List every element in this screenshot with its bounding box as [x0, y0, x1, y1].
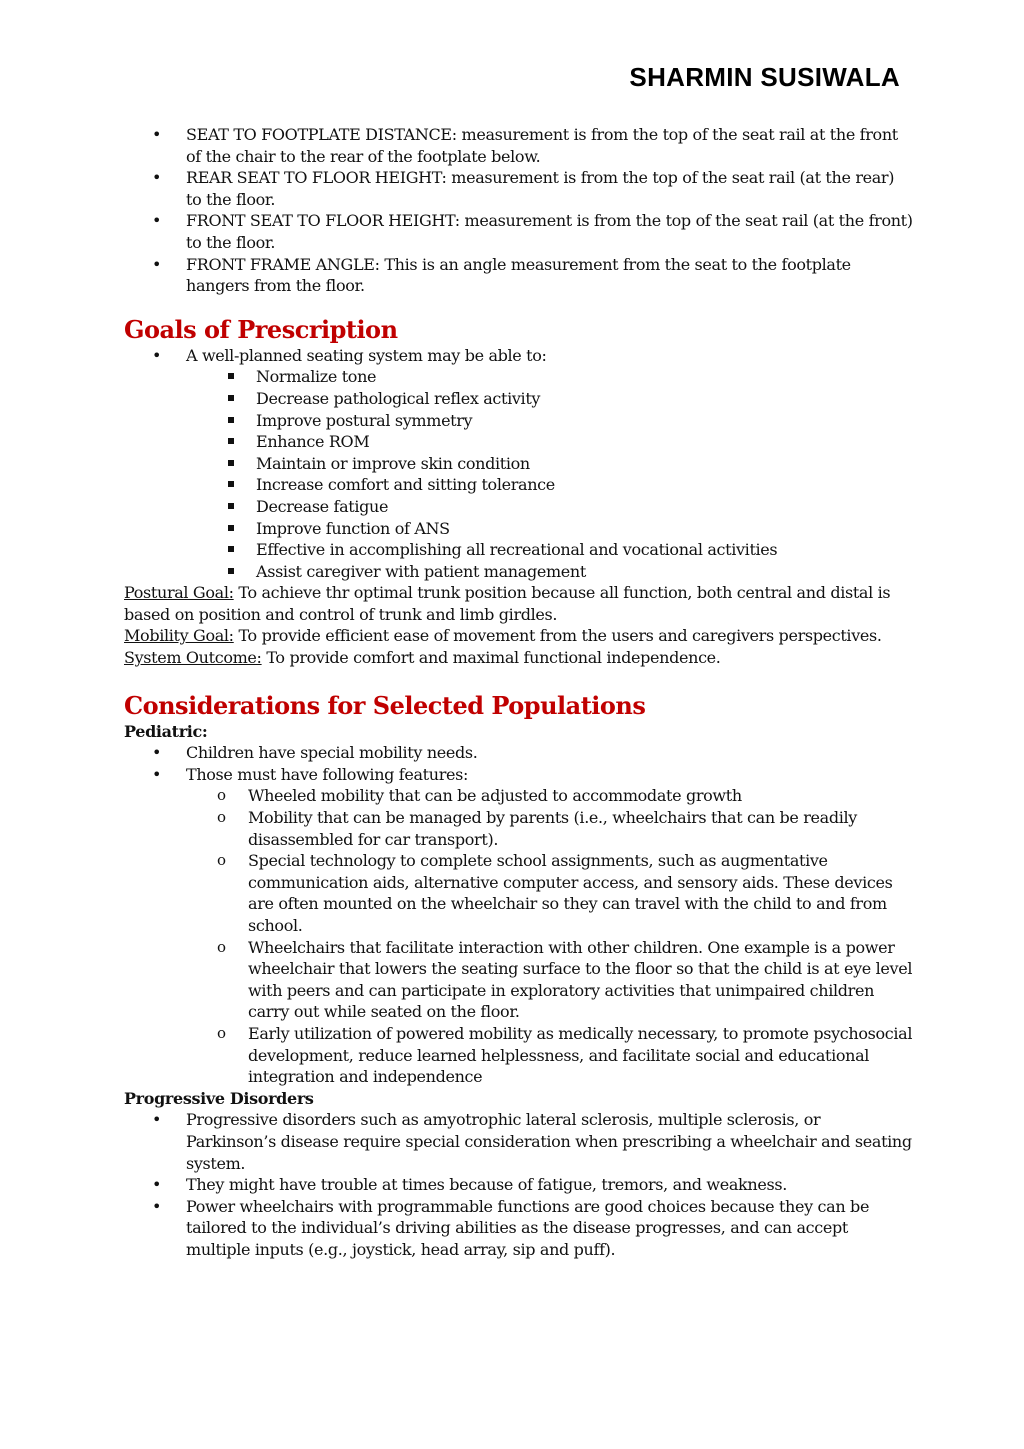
postural-goal: [124, 582, 914, 625]
list-item: • Power wheelchairs with programmable functions are good choices because they can be tailored to the individual’s driving abilities as the disease progresses, and can accept multiple inputs (e.g., joystick, head array, sip and puff).: [124, 1196, 914, 1261]
list-item: Increase comfort and sitting tolerance: [124, 474, 914, 496]
list-item: Maintain or improve skin condition: [124, 453, 914, 475]
list-item: • REAR SEAT TO FLOOR HEIGHT: measurement is from the top of the seat rail (at the rear) to the floor.: [124, 167, 914, 210]
system-outcome: [124, 647, 914, 669]
list-item: • FRONT FRAME ANGLE: This is an angle measurement from the seat to the footplate hangers from the floor.: [124, 254, 914, 297]
list-item: • SEAT TO FOOTPLATE DISTANCE: measurement is from the top of the seat rail at the front of the chair to the rear of the footplate below.: [124, 124, 914, 167]
goals-heading: Goals of Prescription: [124, 314, 398, 344]
list-item: • They might have trouble at times because of fatigue, tremors, and weakness.: [124, 1174, 914, 1196]
list-item: o Wheeled mobility that can be adjusted to accommodate growth: [124, 785, 914, 807]
list-item: Enhance ROM: [124, 431, 914, 453]
mobility-goal: [124, 625, 914, 647]
system-outcome-label: System Outcome:: [124, 648, 262, 668]
list-item: o Wheelchairs that facilitate interaction with other children. One example is a power wheelchair that lowers the seating surface to the floor so that the child is at eye level with peers and can participate in exploratory activities that unimpaired children carry out while seated on the floor.: [124, 937, 914, 1023]
author-header: SHARMIN SUSIWALA: [629, 62, 900, 92]
list-item: • A well-planned seating system may be able to:: [124, 345, 914, 367]
list-item: o Mobility that can be managed by parents (i.e., wheelchairs that can be readily disassembled for car transport).: [124, 807, 914, 850]
system-outcome-text: To provide comfort and maximal functional independence.: [261, 648, 721, 668]
pediatric-list: [124, 742, 914, 785]
list-item: Improve postural symmetry: [124, 410, 914, 432]
mobility-goal-label: Mobility Goal:: [124, 626, 234, 646]
postural-goal-label: Postural Goal:: [124, 583, 234, 603]
goals-intro-list: [124, 345, 914, 367]
postural-goal-text: To achieve thr optimal trunk position because all function, both central and distal is based on position and control of trunk and limb girdles.: [124, 583, 891, 624]
list-item: Improve function of ANS: [124, 518, 914, 540]
progressive-list: [124, 1109, 914, 1260]
list-item: • Those must have following features:: [124, 764, 914, 786]
list-item: o Early utilization of powered mobility as medically necessary, to promote psychosocial development, reduce learned helplessness, and facilitate social and educational integration and independence: [124, 1023, 914, 1088]
list-item: Assist caregiver with patient management: [124, 561, 914, 583]
list-item: Decrease fatigue: [124, 496, 914, 518]
pediatric-subheading: Pediatric:: [124, 721, 208, 741]
pediatric-feature-list: [124, 785, 914, 1087]
list-item: • Progressive disorders such as amyotrophic lateral sclerosis, multiple sclerosis, or Parkinson’s disease require special consideration when prescribing a wheelchair and seating system.: [124, 1109, 914, 1174]
list-item: o Special technology to complete school assignments, such as augmentative communication aids, alternative computer access, and sensory aids. These devices are often mounted on the wheelchair so they can travel with the child to and from school.: [124, 850, 914, 936]
list-item: Decrease pathological reflex activity: [124, 388, 914, 410]
goals-item-list: [124, 366, 914, 582]
measurement-list: [124, 124, 914, 297]
list-item: Normalize tone: [124, 366, 914, 388]
list-item: • FRONT SEAT TO FLOOR HEIGHT: measurement is from the top of the seat rail (at the front) to the floor.: [124, 210, 914, 253]
progressive-subheading: Progressive Disorders: [124, 1088, 314, 1108]
list-item: • Children have special mobility needs.: [124, 742, 914, 764]
document-body: [124, 124, 914, 1261]
mobility-goal-text: To provide efficient ease of movement from the users and caregivers perspectives.: [233, 626, 882, 646]
list-item: Effective in accomplishing all recreational and vocational activities: [124, 539, 914, 561]
populations-heading: Considerations for Selected Populations: [124, 690, 646, 720]
